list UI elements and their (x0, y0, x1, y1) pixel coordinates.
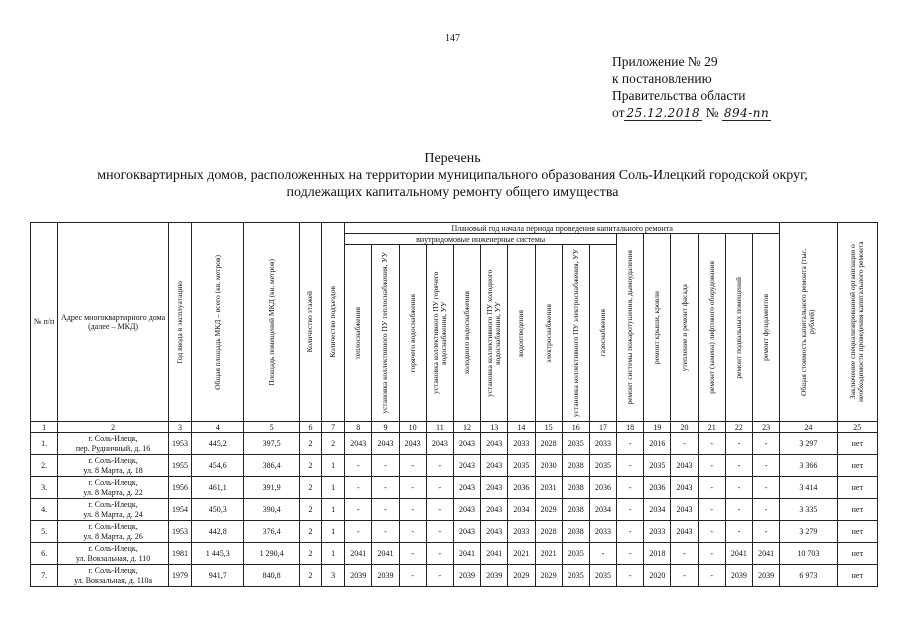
row-number: 2. (31, 455, 58, 477)
table-cell: 2036 (644, 477, 671, 499)
header-floors: Количество этажей (299, 223, 321, 422)
table-cell: 2036 (589, 477, 616, 499)
table-cell: 3 414 (780, 477, 837, 499)
column-number: 1 (31, 422, 58, 433)
table-cell: 2033 (508, 433, 535, 455)
table-cell: - (753, 521, 780, 543)
table-cell: 2 (299, 433, 321, 455)
table-cell: 2043 (453, 455, 480, 477)
table-cell: 397,5 (244, 433, 299, 455)
table-cell: 2039 (345, 565, 372, 587)
address-street: ул. 8 Марта, д. 26 (83, 531, 143, 541)
column-number: 6 (299, 422, 321, 433)
table-cell: 941,7 (192, 565, 244, 587)
table-cell: - (698, 565, 725, 587)
table-cell: 391,9 (244, 477, 299, 499)
column-number: 21 (698, 422, 725, 433)
table-row (31, 499, 878, 521)
handwritten-number: 894-пп (723, 106, 770, 120)
table-cell: 2043 (481, 455, 508, 477)
table-row (31, 565, 878, 587)
appendix-line-1: Приложение № 29 (612, 54, 718, 69)
table-cell: - (698, 477, 725, 499)
table-cell: 2039 (372, 565, 399, 587)
table-cell: нет (837, 433, 877, 455)
table-cell: - (753, 433, 780, 455)
table-cell: - (372, 521, 399, 543)
table-cell: - (345, 477, 372, 499)
table-cell: 2033 (644, 521, 671, 543)
table-cell: нет (837, 543, 877, 565)
table-cell: - (725, 433, 752, 455)
table-cell: 2043 (399, 433, 426, 455)
table-cell: 2043 (453, 477, 480, 499)
row-number: 1. (31, 433, 58, 455)
table-cell: - (426, 521, 453, 543)
table-cell: 2033 (589, 521, 616, 543)
table-cell: - (698, 543, 725, 565)
table-body (31, 422, 878, 587)
table-cell: 2 (299, 499, 321, 521)
table-cell: 442,8 (192, 521, 244, 543)
table-cell: 3 (322, 565, 345, 587)
table-cell: 1979 (168, 565, 191, 587)
table-cell: - (426, 455, 453, 477)
table-cell: - (671, 565, 698, 587)
header-c17: газоснабжения (589, 245, 616, 422)
table-row (31, 477, 878, 499)
header-c16: установка коллективного ПУ электроснабжения, УУ (562, 245, 589, 422)
address-city: г. Соль-Илецк, (88, 544, 138, 553)
address-city: г. Соль-Илецк, (88, 434, 138, 443)
table-cell: - (671, 433, 698, 455)
table-cell: 2035 (562, 433, 589, 455)
appendix-line-2: к постановлению (612, 71, 712, 86)
table-cell: 2041 (345, 543, 372, 565)
table-cell: 840,8 (244, 565, 299, 587)
table-cell: 2041 (453, 543, 480, 565)
row-number: 3. (31, 477, 58, 499)
table-cell: 1956 (168, 477, 191, 499)
table-cell: нет (837, 565, 877, 587)
table-cell: - (399, 499, 426, 521)
column-number: 13 (481, 422, 508, 433)
table-cell: 1 (322, 499, 345, 521)
table-cell: 1 (322, 521, 345, 543)
table-cell: 2 (322, 433, 345, 455)
row-number: 5. (31, 521, 58, 543)
table-cell: 2043 (671, 521, 698, 543)
table-cell: 2029 (508, 565, 535, 587)
table-cell: 2 (299, 565, 321, 587)
address-cell (58, 433, 169, 455)
table-cell: 2035 (644, 455, 671, 477)
table-cell: 1 (322, 455, 345, 477)
table-cell: 2041 (481, 543, 508, 565)
column-number: 3 (168, 422, 191, 433)
table-cell: 386,4 (244, 455, 299, 477)
header-c21: ремонт (замена) лифтового оборудования (698, 234, 725, 422)
column-number: 19 (644, 422, 671, 433)
table-cell: 1955 (168, 455, 191, 477)
header-premises-area: Площадь помещений МКД (кв. метров) (244, 223, 299, 422)
table-cell: - (426, 499, 453, 521)
address-cell (58, 565, 169, 587)
header-internal-systems: внутридомовые инженерные системы (345, 234, 617, 245)
table-cell: 2028 (535, 521, 562, 543)
table-cell: - (617, 521, 644, 543)
table-cell: - (698, 433, 725, 455)
table-cell: нет (837, 521, 877, 543)
header-planned-year: Плановый год начала периода проведения капитального ремонта (345, 223, 780, 234)
table-cell: 2031 (535, 477, 562, 499)
header-total-area: Общая площадь МКД – всего (кв. метров) (192, 223, 244, 422)
table-cell: 3 297 (780, 433, 837, 455)
table-cell: 2 (299, 455, 321, 477)
table-cell: - (399, 455, 426, 477)
address-cell (58, 455, 169, 477)
column-number: 7 (322, 422, 345, 433)
table-cell: 2038 (562, 455, 589, 477)
table-cell: - (753, 499, 780, 521)
header-nn: № п/п (31, 223, 58, 422)
header-c12: холодного водоснабжения (453, 245, 480, 422)
table-cell: 2043 (481, 521, 508, 543)
table-cell: 2034 (644, 499, 671, 521)
column-number: 2 (58, 422, 169, 433)
table-cell: - (698, 455, 725, 477)
table-cell: 2 (299, 521, 321, 543)
row-number: 6. (31, 543, 58, 565)
number-sign: № (705, 105, 719, 120)
table-cell: 2033 (508, 521, 535, 543)
address-city: г. Соль-Илецк, (88, 456, 138, 465)
table-cell: 2035 (589, 455, 616, 477)
table-cell: 2034 (589, 499, 616, 521)
table-cell: 2029 (535, 565, 562, 587)
table-cell: 454,6 (192, 455, 244, 477)
address-city: г. Соль-Илецк, (88, 500, 138, 509)
title-line-2: многоквартирных домов, расположенных на территории муниципального образования Соль-Илецкий городской округ, (97, 168, 808, 183)
column-number: 24 (780, 422, 837, 433)
table-cell: - (372, 477, 399, 499)
table-cell: 2043 (481, 499, 508, 521)
column-numbers-row (31, 422, 878, 433)
table-cell: 3 335 (780, 499, 837, 521)
table-cell: 2030 (535, 455, 562, 477)
table-cell: - (399, 477, 426, 499)
header-c19: ремонт крыши, кровли (644, 234, 671, 422)
address-street: ул. 8 Марта, д. 22 (83, 487, 143, 497)
header-c23: ремонт фундаментов (753, 234, 780, 422)
table-cell: 2033 (589, 433, 616, 455)
table-cell: 2043 (372, 433, 399, 455)
table-cell: - (399, 521, 426, 543)
table-cell: - (753, 477, 780, 499)
appendix-block (612, 53, 771, 122)
table-cell: 2043 (671, 499, 698, 521)
table-cell: - (345, 455, 372, 477)
address-city: г. Соль-Илецк, (88, 478, 138, 487)
table-cell: 2 (299, 477, 321, 499)
table-cell: - (617, 455, 644, 477)
column-number: 25 (837, 422, 877, 433)
header-c14: водоотведения (508, 245, 535, 422)
column-number: 5 (244, 422, 299, 433)
table-cell: 2035 (508, 455, 535, 477)
table-row (31, 521, 878, 543)
table-cell: 2035 (589, 565, 616, 587)
table-cell: 1953 (168, 521, 191, 543)
table-cell: - (399, 543, 426, 565)
column-number: 20 (671, 422, 698, 433)
title-line-1: Перечень (424, 151, 481, 166)
table-cell: - (617, 433, 644, 455)
address-street: пер. Рудничный, д. 16 (75, 443, 151, 453)
document-title (0, 150, 905, 201)
column-number: 4 (192, 422, 244, 433)
column-number: 12 (453, 422, 480, 433)
header-c18: ремонт системы пожаротушения, дымоудаления (617, 234, 644, 422)
table-cell: 1981 (168, 543, 191, 565)
table-cell: 445,2 (192, 433, 244, 455)
column-number: 18 (617, 422, 644, 433)
table-cell: 2028 (535, 433, 562, 455)
table-cell: - (725, 521, 752, 543)
table-cell: 3 366 (780, 455, 837, 477)
header-conclusion: Заключение специализированной организации о необходимости проведения капитального ремонта (837, 223, 877, 422)
table-row (31, 455, 878, 477)
appendix-date-line (612, 104, 771, 122)
table-cell: - (725, 455, 752, 477)
table-cell: 2035 (562, 565, 589, 587)
table-cell: 2016 (644, 433, 671, 455)
table-cell: 1 445,3 (192, 543, 244, 565)
table-cell: 2036 (508, 477, 535, 499)
header-c20: утепление и ремонт фасада (671, 234, 698, 422)
column-number: 22 (725, 422, 752, 433)
header-c10: горячего водоснабжения (399, 245, 426, 422)
table-cell: 2029 (535, 499, 562, 521)
address-cell (58, 543, 169, 565)
header-entrances: Количество подъездов (322, 223, 345, 422)
header-total-cost: Общая стоимость капитального ремонта (тыс. рублей) (780, 223, 837, 422)
table-cell: 2043 (481, 477, 508, 499)
table-row (31, 543, 878, 565)
header-address: Адрес многоквартирного дома (далее – МКД) (58, 223, 169, 422)
address-cell (58, 499, 169, 521)
table-cell: - (725, 477, 752, 499)
address-street: ул. 8 Марта, д. 18 (83, 465, 143, 475)
address-street: ул. 8 Марта, д. 24 (83, 509, 143, 519)
table-cell: нет (837, 477, 877, 499)
table-cell: 1953 (168, 433, 191, 455)
table-cell: 2043 (671, 477, 698, 499)
table-cell: 461,1 (192, 477, 244, 499)
table-cell: - (617, 499, 644, 521)
table-cell: - (372, 455, 399, 477)
table-cell: 2041 (753, 543, 780, 565)
column-number: 9 (372, 422, 399, 433)
table-cell: - (698, 499, 725, 521)
table-cell: 376,4 (244, 521, 299, 543)
table-row (31, 433, 878, 455)
address-city: г. Соль-Илецк, (88, 566, 138, 575)
table-cell: - (426, 543, 453, 565)
table-cell: - (725, 499, 752, 521)
table-cell: - (345, 499, 372, 521)
page-number: 147 (445, 33, 460, 44)
header-c15: электроснабжения (535, 245, 562, 422)
header-c9: установка коллективного ПУ теплоснабжения, УУ (372, 245, 399, 422)
address-street: ул. Вокзальная, д. 110 (75, 553, 151, 563)
table-cell: 2043 (453, 433, 480, 455)
table-cell: 2038 (562, 477, 589, 499)
row-number: 7. (31, 565, 58, 587)
table-cell: - (399, 565, 426, 587)
table-cell: 1 290,4 (244, 543, 299, 565)
table-cell: 2041 (725, 543, 752, 565)
table-cell: 2038 (562, 521, 589, 543)
header-c22: ремонт подвальных помещений (725, 234, 752, 422)
table-cell: 2039 (481, 565, 508, 587)
repair-table (30, 222, 878, 587)
table-cell: - (426, 565, 453, 587)
table-cell: - (698, 521, 725, 543)
address-street: ул. Вокзальная, д. 110а (74, 575, 153, 585)
column-number: 15 (535, 422, 562, 433)
table-cell: 2020 (644, 565, 671, 587)
table-cell: 6 973 (780, 565, 837, 587)
date-prefix: от (612, 105, 625, 120)
table-cell: - (617, 543, 644, 565)
table-cell: 2021 (508, 543, 535, 565)
table-cell: 1 (322, 477, 345, 499)
table-cell: 2039 (753, 565, 780, 587)
table-cell: - (589, 543, 616, 565)
table-cell: нет (837, 455, 877, 477)
table-cell: 2039 (453, 565, 480, 587)
table-cell: 2043 (453, 521, 480, 543)
table-cell: - (426, 477, 453, 499)
column-number: 17 (589, 422, 616, 433)
table-cell: - (753, 455, 780, 477)
table-cell: 390,4 (244, 499, 299, 521)
table-cell: 2043 (345, 433, 372, 455)
table-cell: 2018 (644, 543, 671, 565)
table-cell: - (617, 565, 644, 587)
table-cell: - (617, 477, 644, 499)
table-cell: 2035 (562, 543, 589, 565)
table-cell: нет (837, 499, 877, 521)
table-cell: 2043 (453, 499, 480, 521)
table-cell: 2 (299, 543, 321, 565)
column-number: 16 (562, 422, 589, 433)
column-number: 10 (399, 422, 426, 433)
appendix-line-3: Правительства области (612, 88, 746, 103)
row-number: 4. (31, 499, 58, 521)
table-cell: 10 703 (780, 543, 837, 565)
header-c13: установка коллективного ПУ холодного водоснабжения, УУ (481, 245, 508, 422)
header-c11: установка коллективного ПУ горячего водоснабжения, УУ (426, 245, 453, 422)
header-year: Год ввода в эксплуатацию (168, 223, 191, 422)
table-cell: 2041 (372, 543, 399, 565)
title-line-3: подлежащих капитальному ремонту общего имущества (286, 185, 619, 200)
column-number: 11 (426, 422, 453, 433)
column-number: 14 (508, 422, 535, 433)
table-cell: 2043 (671, 455, 698, 477)
column-number: 8 (345, 422, 372, 433)
address-city: г. Соль-Илецк, (88, 522, 138, 531)
column-number: 23 (753, 422, 780, 433)
address-cell (58, 521, 169, 543)
table-cell: 2038 (562, 499, 589, 521)
table-cell: 2021 (535, 543, 562, 565)
table-cell: 2043 (481, 433, 508, 455)
header-c8: теплоснабжения (345, 245, 372, 422)
table-cell: 2039 (725, 565, 752, 587)
table-cell: - (345, 521, 372, 543)
table-cell: - (671, 543, 698, 565)
table-cell: 2034 (508, 499, 535, 521)
table-cell: 450,3 (192, 499, 244, 521)
table-cell: 1954 (168, 499, 191, 521)
table-cell: 1 (322, 543, 345, 565)
handwritten-date: 25.12.2018 (626, 106, 701, 120)
table-cell: - (372, 499, 399, 521)
table-cell: 2043 (426, 433, 453, 455)
table-cell: 3 279 (780, 521, 837, 543)
address-cell (58, 477, 169, 499)
